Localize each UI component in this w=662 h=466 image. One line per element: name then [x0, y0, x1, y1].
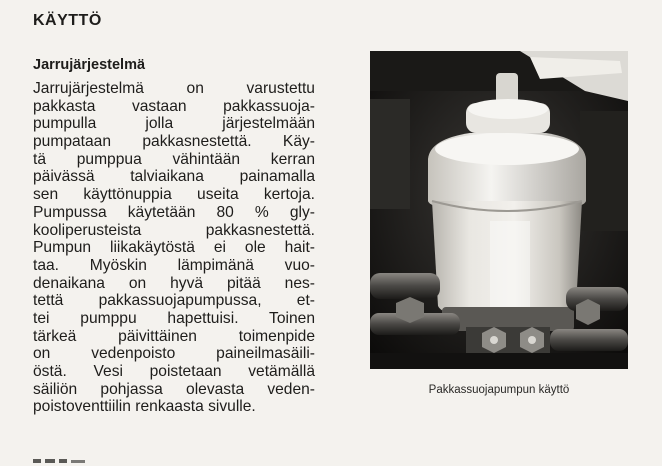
paragraph-line: tä pumppua vähintään kerran — [33, 150, 315, 168]
paragraph-line: pakkasta vastaan pakkassuoja- — [33, 97, 315, 115]
body-paragraph — [33, 80, 315, 416]
paragraph-line: taa. Myöskin lämpimänä vuo- — [33, 256, 315, 274]
paragraph-line: denaikana on hyvä pitää nes- — [33, 274, 315, 292]
cut-off-next-line — [33, 456, 153, 464]
paragraph-line: Jarrujärjestelmä on varustettu — [33, 80, 315, 97]
paragraph-line: poistoventtiilin renkaasta sivulle. — [33, 398, 256, 416]
paragraph-line: östä. Vesi poistetaan vetämällä — [33, 363, 315, 380]
figure-caption: Pakkassuojapumpun käyttö — [428, 384, 570, 396]
paragraph-line: tärkeä päivittäinen toimenpide — [33, 327, 315, 345]
paragraph-line: Pumpun liikakäytöstä ei ole hait- — [33, 239, 315, 257]
paragraph-line: pumpulla jolla järjestelmään — [33, 115, 315, 133]
figure — [370, 51, 628, 369]
section-header: KÄYTTÖ — [33, 12, 102, 29]
paragraph-line: säiliön pohjassa olevasta veden- — [33, 380, 315, 398]
antifreeze-pump-photo — [370, 51, 628, 369]
paragraph-line: sen käyttönuppia useita kertoja. — [33, 186, 315, 204]
paragraph-line: tei pumppu hapettuisi. Toinen — [33, 309, 315, 327]
paragraph-line: on vedenpoisto paineilmasäili- — [33, 345, 315, 363]
paragraph-line: kooliperusteista pakkasnestettä. — [33, 221, 315, 239]
paragraph-line: päivässä talviaikana painamalla — [33, 168, 315, 186]
subsection-title: Jarrujärjestelmä — [33, 57, 146, 73]
paragraph-line: Pumpussa käytetään 80 % gly- — [33, 203, 315, 221]
paragraph-line: tettä pakkassuojapumpussa, et- — [33, 292, 315, 310]
paragraph-line: pumpataan pakkasnestettä. Käy- — [33, 133, 315, 151]
